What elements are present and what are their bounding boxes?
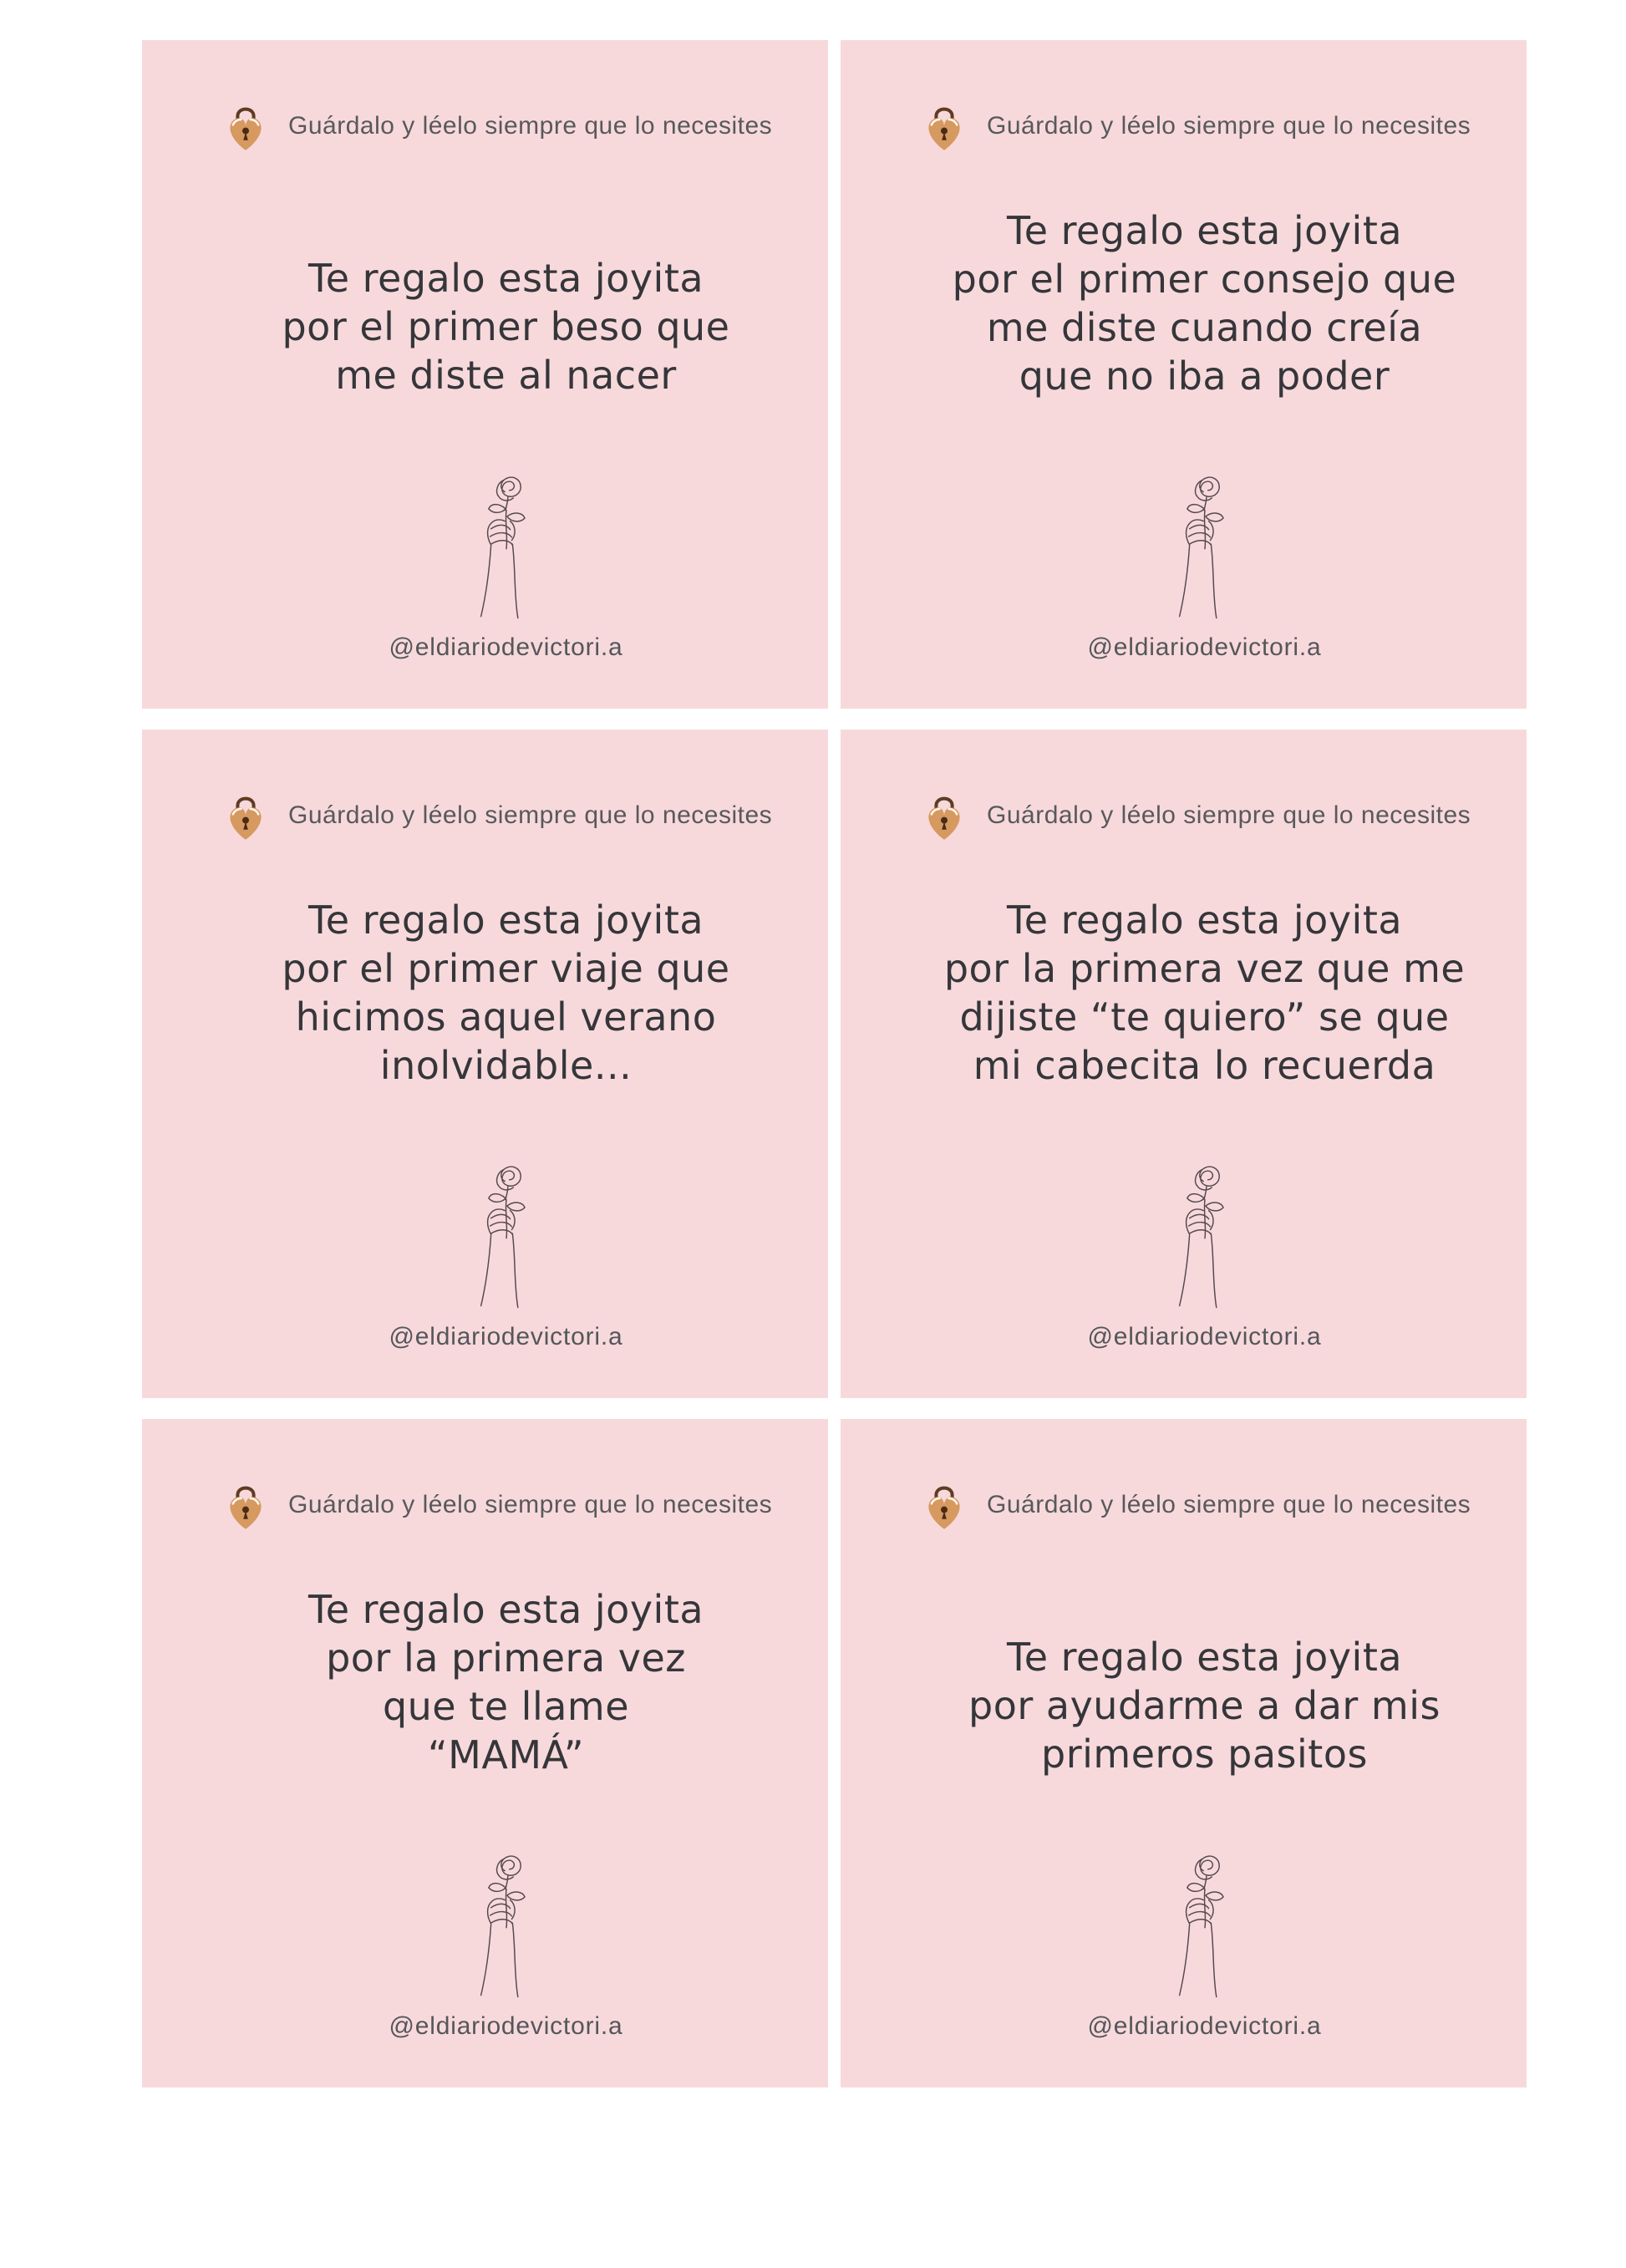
header-label: Guárdalo y léelo siempre que lo necesites: [987, 1491, 1471, 1518]
quote-card-6: [841, 1419, 1527, 2087]
card-header: [226, 788, 811, 843]
card-header: [226, 1477, 811, 1533]
header-label: Guárdalo y léelo siempre que lo necesites: [288, 1491, 773, 1518]
quote-line: me diste cuando creía: [986, 305, 1423, 350]
hand-holding-rose-illustration: [184, 1847, 828, 2002]
rose-icon: [1166, 1847, 1243, 2002]
instagram-handle: @eldiariodevictori.a: [1087, 633, 1322, 661]
quote-line: Te regalo esta joyita: [307, 256, 704, 301]
quote-line: Te regalo esta joyita: [1006, 208, 1403, 253]
card-header: [924, 99, 1510, 154]
hand-holding-rose-illustration: [882, 468, 1527, 623]
instagram-handle: @eldiariodevictori.a: [1087, 2012, 1322, 2040]
quote-line: me diste al nacer: [335, 353, 677, 398]
heart-lock-icon: [226, 1477, 266, 1533]
quote-line: “MAMÁ”: [427, 1732, 585, 1777]
quote-line: Te regalo esta joyita: [1006, 898, 1403, 943]
header-label: Guárdalo y léelo siempre que lo necesites: [987, 112, 1471, 140]
quote-line: por la primera vez que me: [943, 946, 1466, 991]
rose-icon: [1166, 468, 1243, 623]
quote-line: que te llame: [382, 1684, 630, 1729]
quote-line: inolvidable...: [379, 1043, 633, 1088]
quote-line: por la primera vez: [326, 1635, 686, 1681]
rose-icon: [468, 1847, 545, 2002]
quote-card-1: [142, 40, 828, 709]
instagram-handle: @eldiariodevictori.a: [389, 633, 623, 661]
quote-message: [882, 1585, 1527, 1778]
quote-line: por ayudarme a dar mis: [968, 1683, 1441, 1728]
card-header: [924, 1477, 1510, 1533]
instagram-handle: @eldiariodevictori.a: [389, 1323, 623, 1350]
quote-line: primeros pasitos: [1041, 1732, 1368, 1777]
quote-line: mi cabecita lo recuerda: [973, 1043, 1436, 1088]
quote-line: Te regalo esta joyita: [307, 1587, 704, 1632]
header-label: Guárdalo y léelo siempre que lo necesites: [288, 112, 773, 140]
heart-lock-icon: [226, 788, 266, 843]
heart-lock-icon: [226, 99, 266, 154]
header-label: Guárdalo y léelo siempre que lo necesites: [987, 801, 1471, 829]
quote-message: [184, 206, 828, 399]
quote-card-5: [142, 1419, 828, 2087]
quote-line: por el primer viaje que: [282, 946, 730, 991]
card-grid: [142, 40, 1527, 2087]
hand-holding-rose-illustration: [882, 1157, 1527, 1313]
quote-line: Te regalo esta joyita: [1006, 1635, 1403, 1680]
quote-line: dijiste “te quiero” se que: [959, 994, 1450, 1040]
quote-message: [882, 206, 1527, 400]
rose-icon: [468, 1157, 545, 1313]
card-header: [226, 99, 811, 154]
hand-holding-rose-illustration: [184, 1157, 828, 1313]
quote-line: que no iba a poder: [1019, 353, 1390, 399]
card-header: [924, 788, 1510, 843]
header-label: Guárdalo y léelo siempre que lo necesites: [288, 801, 773, 829]
hand-holding-rose-illustration: [184, 468, 828, 623]
heart-lock-icon: [924, 788, 964, 843]
quote-message: [184, 896, 828, 1090]
quote-card-4: [841, 730, 1527, 1398]
quote-card-3: [142, 730, 828, 1398]
rose-icon: [1166, 1157, 1243, 1313]
quote-line: por el primer consejo que: [952, 257, 1457, 302]
quote-card-2: [841, 40, 1527, 709]
heart-lock-icon: [924, 99, 964, 154]
hand-holding-rose-illustration: [882, 1847, 1527, 2002]
instagram-handle: @eldiariodevictori.a: [389, 2012, 623, 2040]
quote-line: Te regalo esta joyita: [307, 898, 704, 943]
quote-line: por el primer beso que: [282, 304, 730, 349]
heart-lock-icon: [924, 1477, 964, 1533]
quote-message: [184, 1585, 828, 1779]
rose-icon: [468, 468, 545, 623]
quote-message: [882, 896, 1527, 1090]
quote-line: hicimos aquel verano: [295, 994, 717, 1040]
instagram-handle: @eldiariodevictori.a: [1087, 1323, 1322, 1350]
